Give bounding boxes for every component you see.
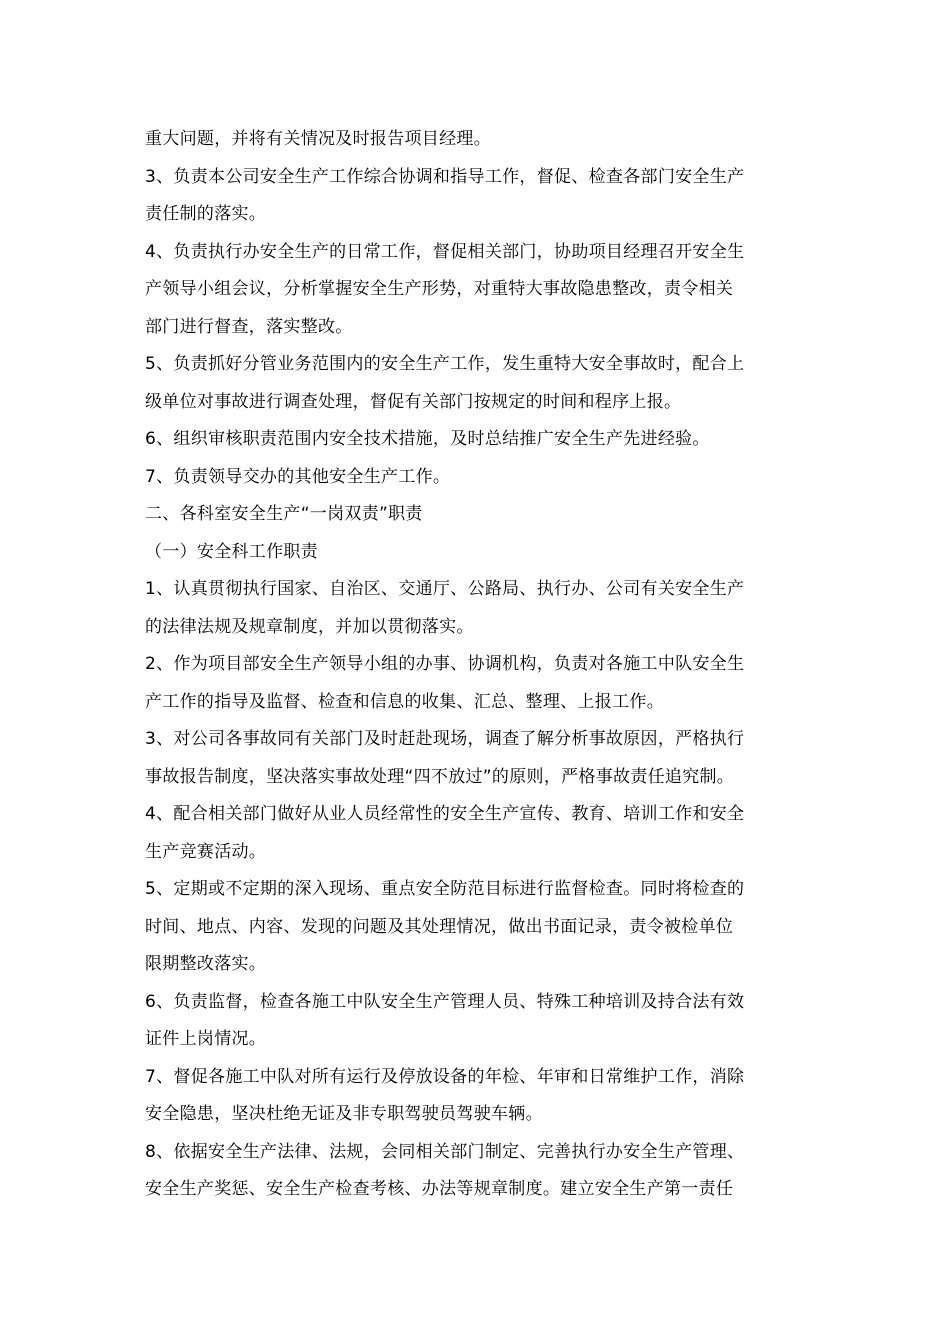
text-line: 4、负责执行办安全生产的日常工作，督促相关部门，协助项目经理召开安全生 — [145, 241, 745, 262]
text-line: 3、负责本公司安全生产工作综合协调和指导工作，督促、检查各部门安全生产 — [145, 166, 745, 187]
text-line: 6、负责监督，检查各施工中队安全生产管理人员、特殊工种培训及持合法有效 — [145, 991, 745, 1012]
text-line: 7、督促各施工中队对所有运行及停放设备的年检、年审和日常维护工作，消除 — [145, 1066, 745, 1087]
text-line: 1、认真贯彻执行国家、自治区、交通厅、公路局、执行办、公司有关安全生产 — [145, 579, 745, 599]
text-line: 事故报告制度，坚决落实事故处理“四不放过”的原则，严格事故责任追究制。 — [145, 766, 735, 787]
text-line: 的法律法规及规章制度，并加以贯彻落实。 — [145, 616, 474, 637]
text-line: 级单位对事故进行调查处理，督促有关部门按规定的时间和程序上报。 — [145, 391, 682, 412]
subsection-heading: （一）安全科工作职责 — [145, 541, 318, 562]
text-line: 重大问题，并将有关情况及时报告项目经理。 — [145, 129, 491, 149]
text-line: 4、配合相关部门做好从业人员经常性的安全生产宣传、教育、培训工作和安全 — [145, 804, 745, 824]
text-line: 生产竞赛活动。 — [145, 841, 267, 862]
text-line: 6、组织审核职责范围内安全技术措施，及时总结推广安全生产先进经验。 — [145, 429, 710, 449]
text-line: 证件上岗情况。 — [145, 1029, 267, 1049]
text-line: 安全隐患，坚决杜绝无证及非专职驾驶员驾驶车辆。 — [145, 1104, 543, 1124]
text-line: 3、对公司各事故同有关部门及时赶赴现场，调查了解分析事故原因，严格执行 — [145, 729, 745, 749]
text-line: 安全生产奖惩、安全生产检查考核、办法等规章制度。建立安全生产第一责任 — [145, 1179, 734, 1199]
text-line: 时间、地点、内容、发现的问题及其处理情况，做出书面记录，责令被检单位 — [145, 916, 734, 937]
text-line: 5、负责抓好分管业务范围内的安全生产工作，发生重特大安全事故时，配合上 — [145, 354, 745, 374]
text-line: 产领导小组会议，分析掌握安全生产形势，对重特大事故隐患整改，责令相关 — [145, 279, 734, 299]
text-line: 2、作为项目部安全生产领导小组的办事、协调机构，负责对各施工中队安全生 — [145, 654, 745, 674]
text-line: 5、定期或不定期的深入现场、重点安全防范目标进行监督检查。同时将检查的 — [145, 879, 745, 899]
text-line: 责任制的落实。 — [145, 204, 267, 224]
document-body — [145, 121, 815, 1209]
text-line: 部门进行督查，落实整改。 — [145, 316, 353, 337]
text-line: 限期整改落实。 — [145, 954, 267, 974]
text-line: 7、负责领导交办的其他安全生产工作。 — [145, 466, 451, 487]
text-line: 8、依据安全生产法律、法规，会同相关部门制定、完善执行办安全生产管理、 — [145, 1141, 745, 1162]
text-line: 产工作的指导及监督、检查和信息的收集、汇总、整理、上报工作。 — [145, 691, 664, 712]
section-heading: 二、各科室安全生产“一岗双责”职责 — [145, 504, 423, 524]
